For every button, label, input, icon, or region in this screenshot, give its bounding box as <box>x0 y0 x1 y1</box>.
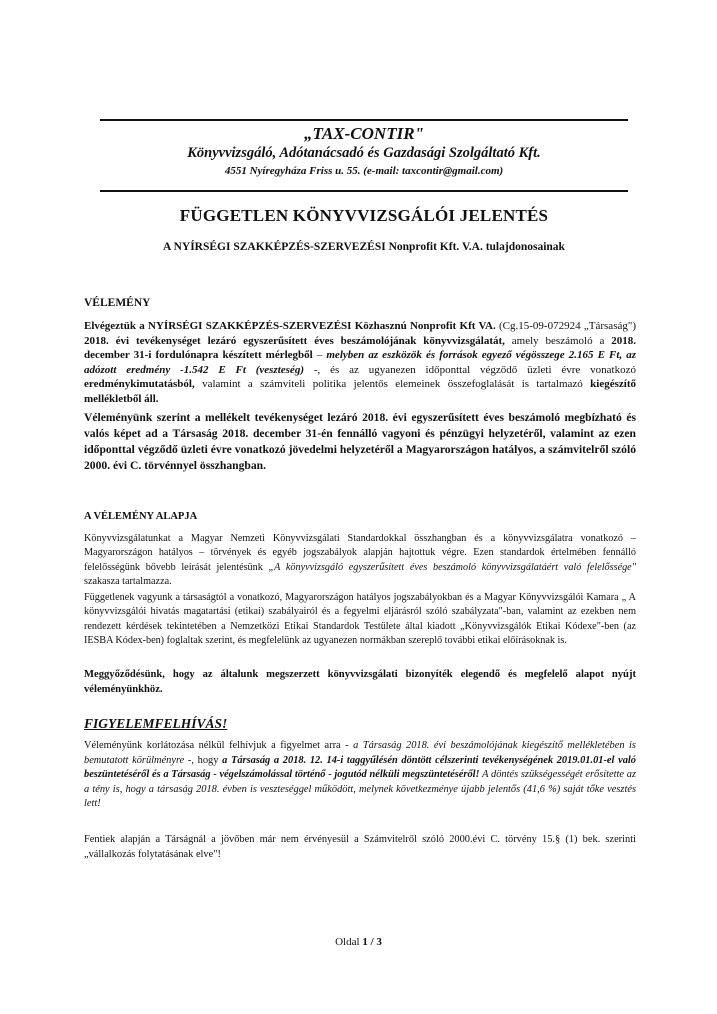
p6-decision: a Társaság a 2018. 12. 14-i taggyűlésén döntött célszerinti tevékenységének 2019.01.01-el való beszüntetéséről és a Társaság - végelszámolással történő - jogutód nélküli megszüntetéséről! <box>84 754 636 781</box>
p6-text2: , hogy <box>191 754 223 766</box>
report-subtitle-rest: Nonprofit Kft. V.A. tulajdonosainak <box>385 241 565 253</box>
page-label: Oldal <box>335 936 363 948</box>
header-top-rule <box>100 119 628 121</box>
paragraph-emphasis <box>84 739 636 812</box>
report-title: FÜGGETLEN KÖNYVVIZSGÁLÓI JELENTÉS <box>179 206 549 225</box>
p1-text3: valamint a számviteli politika jelentős elemeinek összefoglalását is tartalmazó <box>194 378 591 391</box>
paragraph-going-concern: Fentiek alapján a Társágnál a jövőben már nem érvényesül a Számvitelről szóló 2000.évi C. törvény 15.§ (1) bek. szerinti „vállalkozás folytatásának elve"! <box>84 834 636 860</box>
p1-income: eredménykimutatásból, <box>84 378 195 391</box>
page-number: 1 / 3 <box>362 936 382 948</box>
page-footer <box>0 936 717 948</box>
p1-dash: – <box>312 349 327 362</box>
p1-text1: amely beszámoló a <box>504 334 612 347</box>
paragraph-standards <box>84 532 636 590</box>
header-bottom-rule <box>100 190 628 192</box>
p6-circumstance: a Társaság 2018. évi beszámolójának kiegészítő mellékletében is bemutatott körülményre - <box>84 740 636 766</box>
p1-reg: (Cg.15-09-072924 „Társaság") <box>495 320 637 332</box>
company-subtitle: Könyvvizsgáló, Adótanácsadó és Gazdasági Szolgáltató Kft. <box>187 145 541 161</box>
company-name: „TAX-CONTIR" <box>304 124 424 143</box>
p1-audit: 2018. évi tevékenységet lezáró egyszerűsített éves beszámolójának könyvvizsgálatát, <box>84 334 505 347</box>
paragraph-opinion: Véleményünk szerint a mellékelt tevékenységet lezáró 2018. évi egyszerűsített éves beszámoló megbízható és valós képet ad a Társaság 2018. december 31-én fennálló vagyoni és pénzügyi helyzetéről, valamint az ezen időponttal végződő üzleti évre vonatkozó jövedelmi helyzetéről a Magyarországon hatályos, a számvitelről szóló 2000. évi C. törvénnyel összhangban. <box>84 411 636 472</box>
p3-quote: „A könyvvizsgáló egyszerűsített éves beszámoló könyvvizsgálatáért való felelőssége" <box>268 561 636 573</box>
p6-text1: Véleményünk korlátozása nélkül felhívjuk a figyelmet arra - <box>84 740 354 751</box>
p6-loss: A döntés szükségességét erősítette az a tény is, hogy a társaság 2018. évben is veszteséggel működött, melynek következménye újabb jelentős (41,6 %) saját tőke vesztés lett! <box>84 769 636 810</box>
p1-entity: Elvégeztük a NYÍRSÉGI SZAKKÉPZÉS-SZERVEZÉSI Közhasznú Nonprofit Kft VA. <box>84 320 496 332</box>
paragraph-independence: Függetlenek vagyunk a társaságtól a vonatkozó, Magyarországon hatályos jogszabályokban és a Magyar Könyvvizsgálói Kamara „ A könyvvizsgálói hivatás magatartási (etikai) szabályairól és a fegyelmi eljárásról szóló szabályzata"-ban, valamint az ezekben nem rendezett kérdések tekintetében a Nemzetközi Etikai Standardok Testülete által kiadott „Könyvvizsgálók Etikai Kódexe"-ben (az IESBA Kódex-ben) foglaltak szerint, és megfelelünk az ugyanezen normákban szereplő további etikai előírásoknak is. <box>84 592 636 647</box>
p3-end: szakasza tartalmazza. <box>84 576 172 588</box>
p1-figures: melyben az eszközök és források egyező végösszege 2.165 E Ft, az adózott eredmény -1.542 E Ft (veszteség) <box>84 349 636 376</box>
p1-balance: 2018. december 31-i fordulónapra készített mérlegből <box>84 334 636 362</box>
p1-notes: kiegészítő mellékletből áll. <box>84 378 636 405</box>
p3-text: Könyvvizsgálatunkat a Magyar Nemzeti Könyvvizsgálati Standardokkal összhangban és a könyvvizsgálatra vonatkozó – Magyarországon hatályos – törvények és egyéb jogszabályok alapján hajtottuk végre. Ezen standardok értelmében fennálló felelősségünk bővebb leírását jelentésünk <box>84 533 636 573</box>
section-heading-figyelem: FIGYELEMFELHÍVÁS! <box>84 716 228 731</box>
company-address: 4551 Nyíregyháza Friss u. 55. (e-mail: taxcontir@gmail.com) <box>224 165 504 177</box>
report-subtitle-entity: A NYÍRSÉGI SZAKKÉPZÉS-SZERVEZÉSI <box>163 241 386 253</box>
paragraph-opinion-scope <box>84 319 636 407</box>
p1-text2: -, és az ugyanezen időponttal végződő üzleti évre vonatkozó <box>303 363 636 376</box>
report-subtitle <box>100 241 628 253</box>
paragraph-evidence: Meggyőződésünk, hogy az általunk megszerzett könyvvizsgálati bizonyíték elegendő és megfelelő alapot nyújt véleményünkhöz. <box>84 669 636 695</box>
section-heading-alapja: A VÉLEMÉNY ALAPJA <box>84 511 198 522</box>
section-heading-velemeny: VÉLEMÉNY <box>84 297 151 309</box>
